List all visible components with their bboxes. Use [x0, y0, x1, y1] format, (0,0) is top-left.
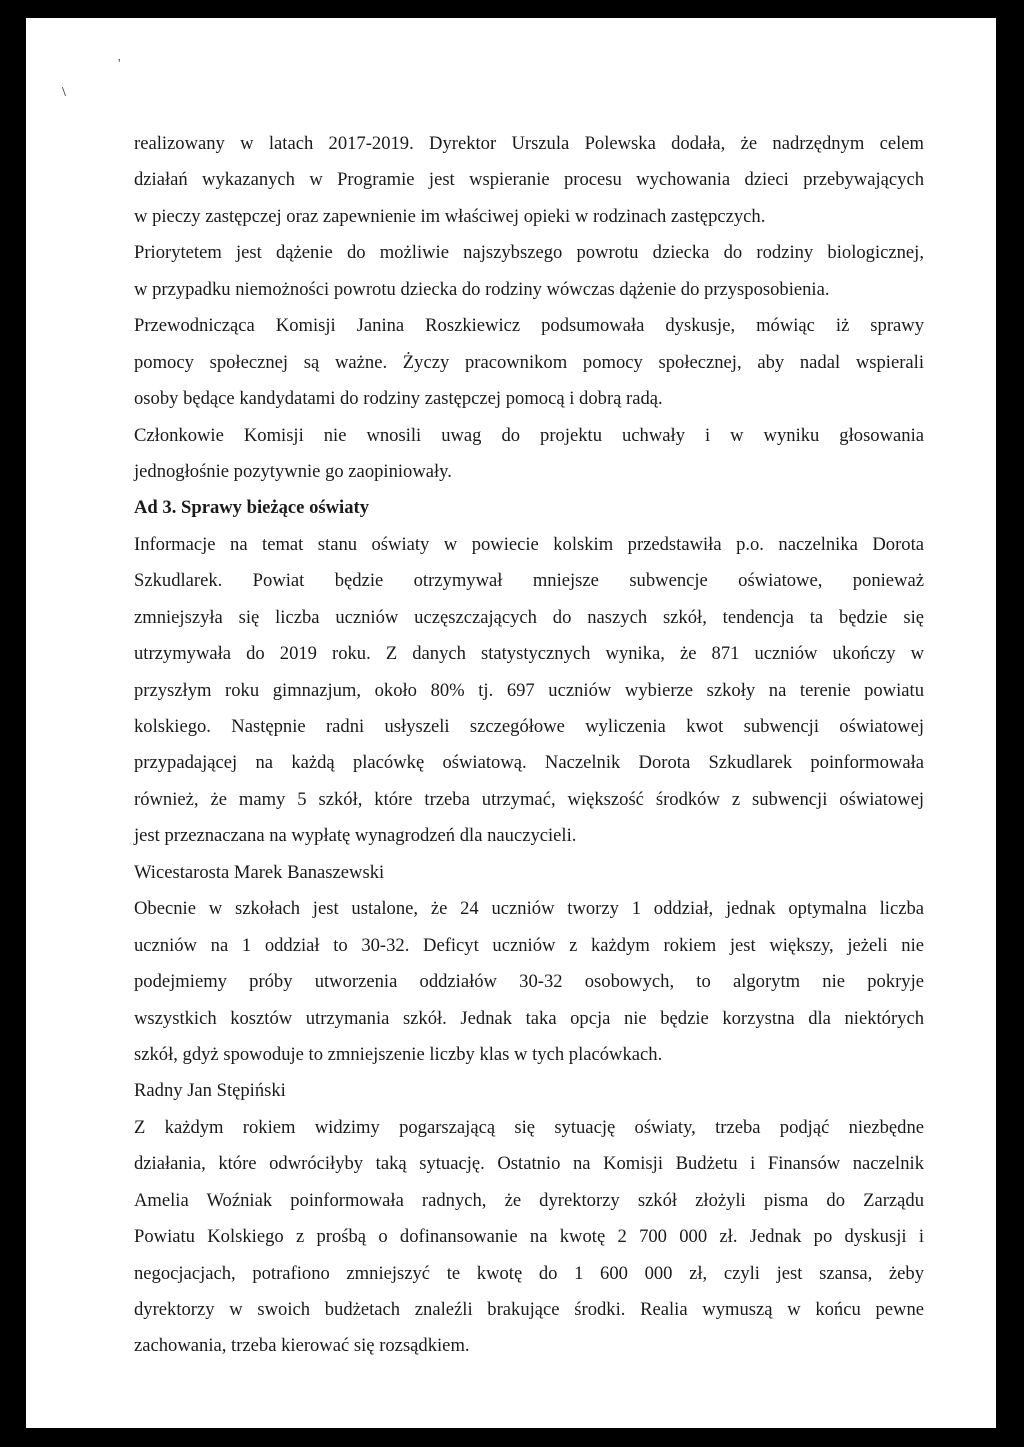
text-line: wszystkich kosztów utrzymania szkół. Jednak taka opcja nie będzie korzystna dla niektórych — [134, 1007, 924, 1029]
text-line: w pieczy zastępczej oraz zapewnienie im właściwej opieki w rodzinach zastępczych. — [134, 205, 766, 227]
text-line: przyszłym roku gimnazjum, około 80% tj. 697 uczniów wybierze szkoły na terenie powiatu — [134, 679, 924, 701]
text-line: Z każdym rokiem widzimy pogarszającą się sytuację oświaty, trzeba podjąć niezbędne — [134, 1116, 924, 1138]
text-line: uczniów na 1 oddział to 30-32. Deficyt uczniów z każdym rokiem jest większy, jeżeli nie — [134, 934, 924, 956]
text-line: Obecnie w szkołach jest ustalone, że 24 uczniów tworzy 1 oddział, jednak optymalna liczba — [134, 898, 924, 920]
scan-mark: \ — [62, 85, 66, 100]
text-line: Priorytetem jest dążenie do możliwie najszybszego powrotu dziecka do rodziny biologicznej, — [134, 242, 924, 264]
section-heading: Ad 3. Sprawy bieżące oświaty — [134, 497, 369, 519]
text-line: utrzymywała do 2019 roku. Z danych statystycznych wynika, że 871 uczniów ukończy w — [134, 643, 924, 665]
text-line: Szkudlarek. Powiat będzie otrzymywał mniejsze subwencje oświatowe, ponieważ — [134, 570, 924, 592]
document-page — [26, 18, 996, 1428]
text-line: osoby będące kandydatami do rodziny zastępczej pomocą i dobrą radą. — [134, 388, 663, 410]
text-line: w przypadku niemożności powrotu dziecka do rodziny wówczas dążenie do przysposobienia. — [134, 278, 830, 300]
text-line: zachowania, trzeba kierować się rozsądkiem. — [134, 1335, 470, 1357]
document-body — [134, 126, 924, 1365]
text-line: realizowany w latach 2017-2019. Dyrektor Urszula Polewska dodała, że nadrzędnym celem — [134, 133, 924, 154]
text-line: działań wykazanych w Programie jest wspieranie procesu wychowania dzieci przebywających — [134, 169, 924, 191]
text-line: Członkowie Komisji nie wnosili uwag do projektu uchwały i w wyniku głosowania — [134, 424, 924, 446]
text-line: dyrektorzy w swoich budżetach znaleźli brakujące środki. Realia wymuszą w końcu pewne — [134, 1299, 924, 1320]
text-line: Powiatu Kolskiego z prośbą o dofinansowanie na kwotę 2 700 000 zł. Jednak po dyskusji i — [134, 1226, 924, 1248]
text-line: Radny Jan Stępiński — [134, 1080, 286, 1102]
text-line: Przewodnicząca Komisji Janina Roszkiewicz podsumowała dyskusje, mówiąc iż sprawy — [134, 315, 924, 337]
text-line: kolskiego. Następnie radni usłyszeli szczegółowe wyliczenia kwot subwencji oświatowej — [134, 716, 924, 737]
text-line: pomocy społecznej są ważne. Życzy pracownikom pomocy społecznej, aby nadal wspierali — [134, 351, 924, 373]
text-line: jednogłośnie pozytywnie go zaopiniowały. — [134, 460, 452, 482]
text-line: działania, które odwróciłyby taką sytuację. Ostatnio na Komisji Budżetu i Finansów naczelnik — [134, 1153, 924, 1175]
text-line: Amelia Woźniak poinformowała radnych, że dyrektorzy szkół złożyli pisma do Zarządu — [134, 1189, 924, 1211]
text-line: Wicestarosta Marek Banaszewski — [134, 861, 385, 883]
text-line: przypadającej na każdą placówkę oświatową. Naczelnik Dorota Szkudlarek poinformowała — [134, 752, 924, 774]
scan-mark: ' — [118, 57, 121, 72]
text-line: jest przeznaczana na wypłatę wynagrodzeń dla nauczycieli. — [134, 825, 577, 847]
text-line: podejmiemy próby utworzenia oddziałów 30-32 osobowych, to algorytm nie pokryje — [134, 971, 924, 993]
text-line: również, że mamy 5 szkół, które trzeba utrzymać, większość środków z subwencji oświatowej — [134, 788, 924, 810]
text-line: szkół, gdyż spowoduje to zmniejszenie liczby klas w tych placówkach. — [134, 1043, 663, 1065]
text-line: negocjacjach, potrafiono zmniejszyć te kwotę do 1 600 000 zł, czyli jest szansa, żeby — [134, 1262, 924, 1284]
text-line: zmniejszyła się liczba uczniów uczęszczających do naszych szkół, tendencja ta będzie się — [134, 606, 924, 628]
text-line: Informacje na temat stanu oświaty w powiecie kolskim przedstawiła p.o. naczelnika Dorota — [134, 533, 924, 555]
